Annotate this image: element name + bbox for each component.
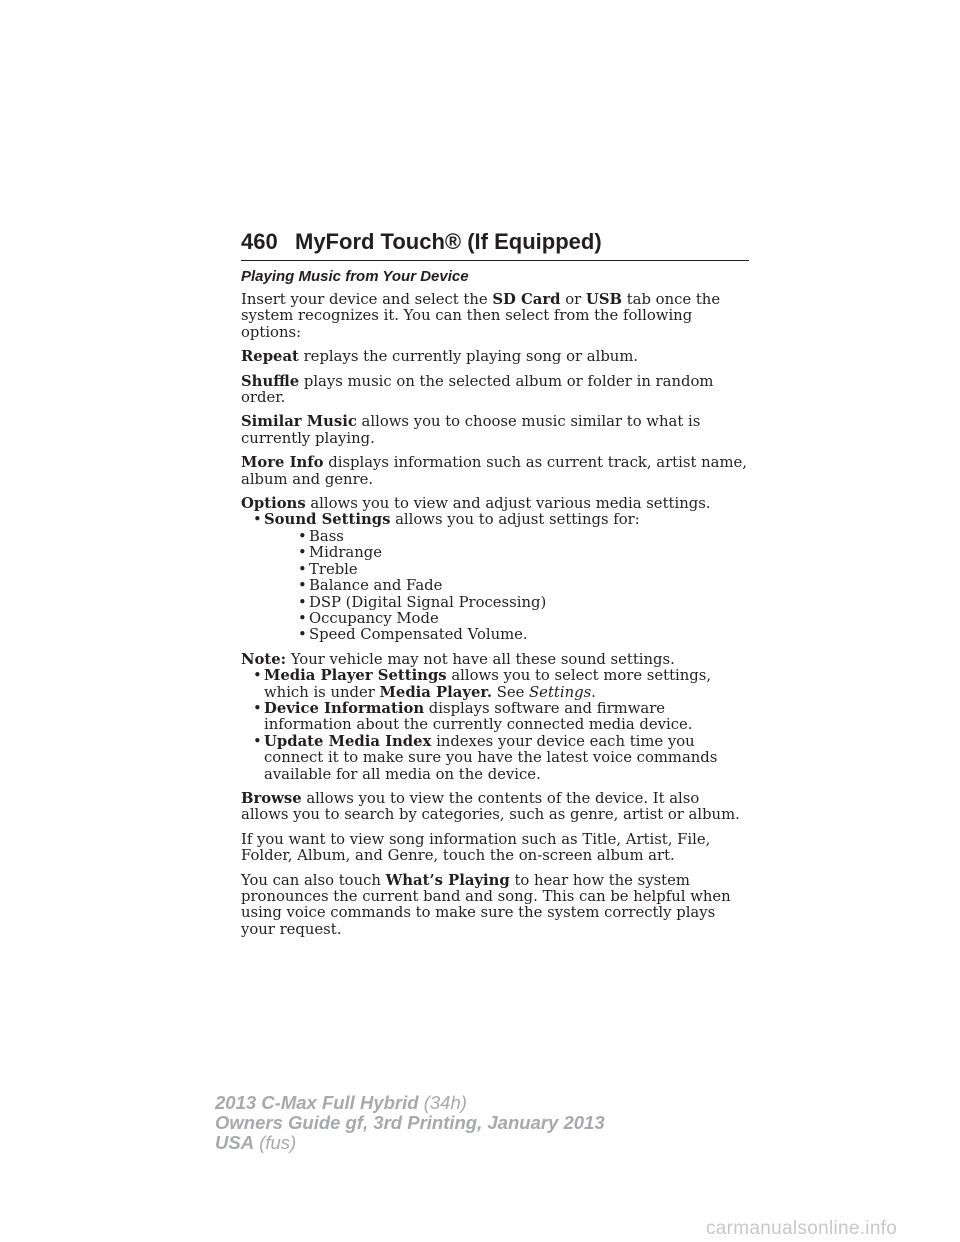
footer-line-3: [215, 1133, 605, 1153]
song-info-paragraph: If you want to view song information such as Title, Artist, File, Folder, Album, and Genre, touch the on-screen album art.: [241, 830, 711, 865]
intro-text: or: [560, 291, 586, 308]
option-desc: displays software and firmware information about the currently connected media device.: [264, 699, 693, 734]
section-title: Playing Music from Your Device: [241, 268, 469, 285]
sound-settings-list: [241, 512, 751, 643]
intro-text: tab once the system recognizes it. You can then select from the following options:: [241, 291, 721, 341]
footer-model: 2013 C-Max Full Hybrid: [215, 1092, 419, 1113]
option-term: More Info: [241, 454, 324, 472]
media-options-list: [241, 668, 751, 783]
option-options: [241, 496, 751, 512]
note-text: Your vehicle may not have all these sound settings.: [286, 650, 675, 668]
whats-playing-term: What’s Playing: [385, 871, 510, 889]
option-desc: allows you to select more settings, which is under: [264, 667, 712, 701]
option-repeat: [241, 349, 751, 365]
list-item: [241, 668, 751, 701]
footer-region: USA: [215, 1132, 255, 1153]
chapter-title: MyFord Touch® (If Equipped): [295, 229, 602, 254]
option-term: Device Information: [264, 699, 425, 717]
option-shuffle: [241, 374, 751, 407]
option-similar-music: [241, 414, 751, 447]
sd-card-term: SD Card: [492, 291, 561, 308]
option-desc: indexes your device each time you connect it to make sure you have the latest voice commands available for all media on the device.: [264, 732, 718, 783]
option-desc: replays the currently playing song or album.: [298, 348, 639, 366]
option-browse: [241, 791, 751, 824]
option-term: Shuffle: [241, 372, 300, 390]
footer-line-1: [215, 1093, 605, 1113]
media-player-term: Media Player.: [379, 683, 492, 701]
option-term: Browse: [241, 789, 302, 807]
punctuation: .: [591, 683, 596, 701]
footer-region-code: (fus): [254, 1132, 297, 1153]
option-desc: allows you to view the contents of the device. It also allows you to search by categories, such as genre, artist or album.: [241, 789, 740, 824]
option-term: Repeat: [241, 348, 299, 366]
usb-term: USB: [585, 291, 623, 308]
option-term: Options: [241, 495, 306, 513]
option-desc: allows you to choose music similar to what is currently playing.: [241, 413, 701, 447]
sound-settings-sublist: [264, 529, 751, 644]
note: [241, 652, 751, 668]
list-item: • Treble: [264, 562, 751, 578]
list-item: • Speed Compensated Volume.: [264, 627, 751, 643]
body-text: to hear how the system pronounces the current band and song. This can be helpful when using voice commands to make sure the system correctly plays your request.: [241, 871, 731, 938]
document-footer: [215, 1093, 605, 1153]
list-item: [241, 734, 751, 783]
intro-text: Insert your device and select the: [241, 291, 493, 308]
list-item: [241, 512, 751, 643]
see-text: See: [491, 683, 530, 701]
option-term: Update Media Index: [264, 732, 432, 750]
note-label: Note:: [241, 650, 287, 668]
option-term: Similar Music: [241, 413, 357, 431]
option-desc: displays information such as current track, artist name, album and genre.: [241, 454, 747, 488]
footer-code: (34h): [418, 1092, 467, 1113]
list-item: • Occupancy Mode: [264, 611, 751, 627]
option-desc: plays music on the selected album or folder in random order.: [241, 372, 714, 407]
list-item: • DSP (Digital Signal Processing): [264, 595, 751, 611]
option-term: Media Player Settings: [264, 667, 447, 685]
list-item: • Midrange: [264, 545, 751, 561]
page-number: 460: [241, 229, 278, 254]
option-desc: allows you to view and adjust various media settings.: [305, 495, 711, 513]
page-content: [241, 268, 751, 946]
settings-reference: Settings: [529, 683, 592, 701]
body-text: You can also touch: [241, 871, 386, 889]
option-term: Sound Settings: [264, 511, 391, 529]
intro-paragraph: [241, 292, 751, 341]
list-item: • Balance and Fade: [264, 578, 751, 594]
page-header: [241, 228, 749, 261]
footer-line-2: Owners Guide gf, 3rd Printing, January 2013: [215, 1112, 605, 1133]
watermark: carmanualsonline.info: [706, 1218, 898, 1239]
whats-playing-paragraph: [241, 873, 751, 939]
option-desc: allows you to adjust settings for:: [390, 511, 640, 529]
list-item: • Bass: [264, 529, 751, 545]
list-item: [241, 701, 751, 734]
option-more-info: [241, 455, 751, 488]
